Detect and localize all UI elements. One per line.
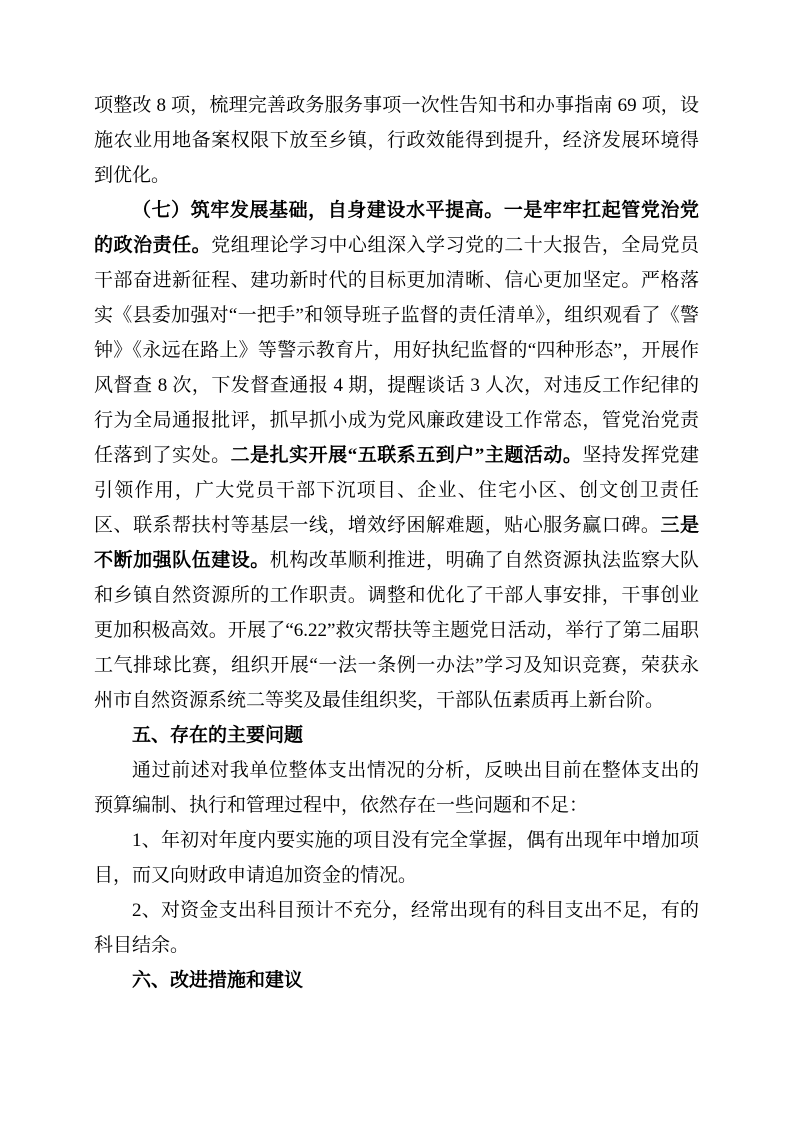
paragraph-section-seven <box>94 193 699 718</box>
paragraph-issue-one: 1、年初对年度内要实施的项目没有完全掌握，偶有出现年中增加项目，而又向财政申请追加资金的情况。 <box>94 830 699 886</box>
text-run-bold: 二是扎实开展“五联系五到户”主题活动。 <box>230 445 583 466</box>
heading-section-six: 六、改进措施和建议 <box>132 970 304 991</box>
paragraph-issue-two: 2、对资金支出科目预计不充分，经常出现有的科目支出不足，有的科目结余。 <box>94 900 699 956</box>
paragraph-continuation <box>94 88 699 193</box>
heading-section-five: 五、存在的主要问题 <box>132 725 304 746</box>
text-run: 党组理论学习中心组深入学习党的二十大报告，全局党员干部奋进新征程、建功新时代的目标更加清晰、信心更加坚定。严格落实《县委加强对“一把手”和领导班子监督的责任清单》，组织观看了《警钟》《永远在路上》等警示教育片，用好执纪监督的“四种形态”，开展作风督查 8 次，下发督查通报 4 期，提醒谈话 3 人次，对违反工作纪律的行为全局通报批评，抓早抓小成为党风廉政建设工作常态，管党治党责任落到了实处。 <box>94 235 699 466</box>
text-run: 坚持发挥党建引领作用，广大党员干部下沉项目、企业、住宅小区、创文创卫责任区、联系帮扶村等基层一线，增效纾困解难题，贴心服务赢口碑。 <box>94 445 699 536</box>
paragraph-analysis-intro: 通过前述对我单位整体支出情况的分析，反映出目前在整体支出的预算编制、执行和管理过程中，依然存在一些问题和不足： <box>94 760 699 816</box>
text-run-bold: （七）筑牢发展基础，自身建设水平提高。一是牢牢扛起管党治党的政治责任。 <box>94 200 699 256</box>
text-run: 机构改革顺利推进，明确了自然资源执法监察大队和乡镇自然资源所的工作职责。调整和优化了干部人事安排，干事创业更加积极高效。开展了“6.22”救灾帮扶等主题党日活动，举行了第二届职工气排球比赛，组织开展“一法一条例一办法”学习及知识竞赛，荣获永州市自然资源系统二等奖及最佳组织奖，干部队伍素质再上新台阶。 <box>94 550 699 711</box>
text-run: 项整改 8 项，梳理完善政务服务事项一次性告知书和办事指南 69 项，设施农业用地备案权限下放至乡镇，行政效能得到提升，经济发展环境得到优化。 <box>94 95 699 186</box>
text-run-bold: 三是不断加强队伍建设。 <box>94 515 699 571</box>
